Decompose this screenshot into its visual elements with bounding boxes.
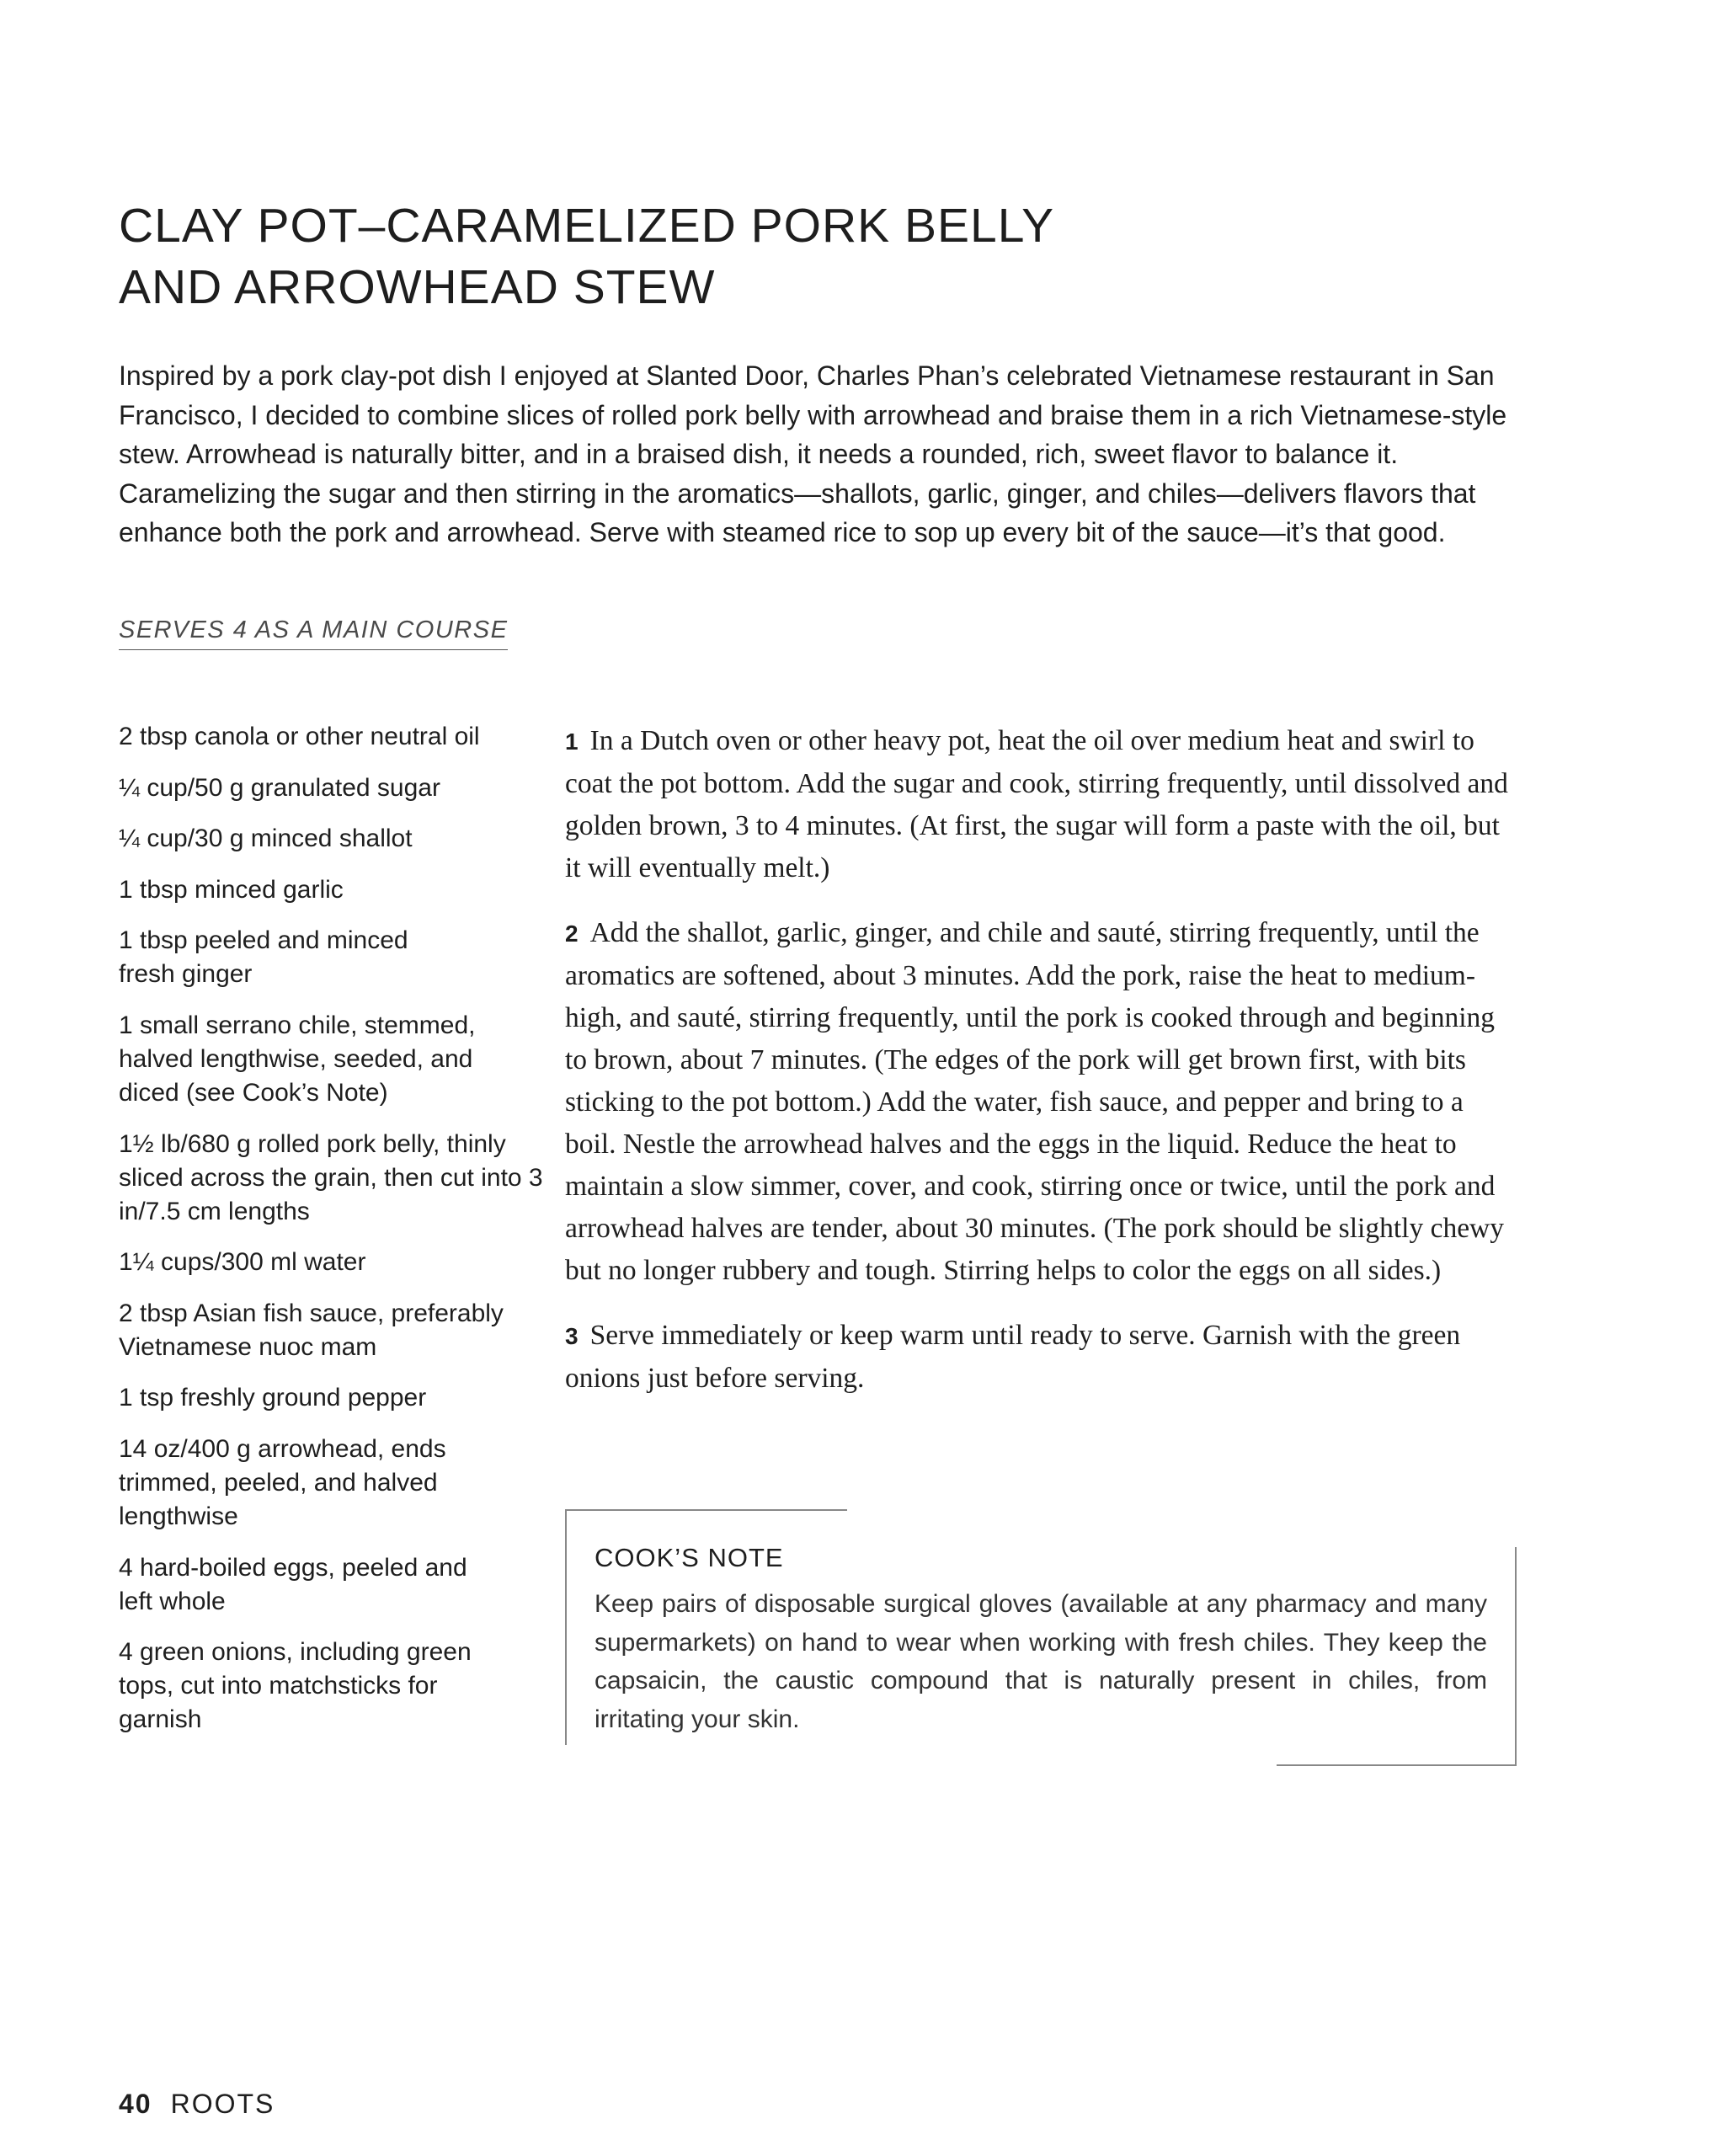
ingredient-item: 1 tbsp minced garlic <box>119 875 344 904</box>
ingredient-item: 1¼ cups/300 ml water <box>119 1248 366 1277</box>
method-step <box>565 912 1521 1292</box>
step-number: 1 <box>565 728 579 755</box>
recipe-title-line-2: AND ARROWHEAD STEW <box>119 260 716 314</box>
note-border-right <box>1515 1547 1517 1766</box>
page-number: 40 <box>119 2089 152 2119</box>
note-border-top <box>565 1509 847 1511</box>
cooks-note-title: COOK’S NOTE <box>595 1543 784 1572</box>
ingredient-item: 2 tbsp canola or other neutral oil <box>119 723 480 750</box>
note-border-bottom <box>1277 1764 1517 1766</box>
cooks-note-body: Keep pairs of disposable surgical gloves (available at any pharmacy and many supermarkets) on hand to wear when working with fresh chiles. They keep the capsaicin, the caustic compound that is naturally present in chiles, from irritating your skin. <box>595 1590 1487 1733</box>
ingredient-item: 14 oz/400 g arrowhead, ends trimmed, peeled, and halved lengthwise <box>119 1434 446 1530</box>
cooks-note-box <box>565 1509 1517 1766</box>
step-number: 2 <box>565 921 579 947</box>
ingredient-list <box>119 720 544 1754</box>
step-text: Add the shallot, garlic, ginger, and chile and sauté, stirring frequently, until the aromatics are softened, about 3 minutes. Add the pork, raise the heat to medium-high, and sauté, stirring frequently, until the pork is cooked through and beginning to brown, about 7 minutes. (The edges of the pork will get brown first, with bits sticking to the pot bottom.) Add the water, fish sauce, and pepper and bring to a boil. Nestle the arrowhead halves and the eggs in the liquid. Reduce the heat to maintain a slow simmer, cover, and cook, stirring once or twice, until the pork and arrowhead halves are tender, about 30 minutes. (The pork should be slightly chewy but no longer rubbery and tough. Stirring helps to color the eggs on all sides.) <box>565 917 1505 1286</box>
ingredient-item: 1 tsp freshly ground pepper <box>119 1384 427 1412</box>
section-name: ROOTS <box>170 2089 275 2119</box>
ingredient-item: 1 tbsp peeled and minced fresh ginger <box>119 926 408 989</box>
ingredient-item: ¼ cup/30 g minced shallot <box>119 825 413 853</box>
step-text: In a Dutch oven or other heavy pot, heat the oil over medium heat and swirl to coat the pot bottom. Add the sugar and cook, stirring frequently, until dissolved and golden brown, 3 to 4 minutes. (At first, the sugar will form a paste with the oil, but it will eventually melt.) <box>565 725 1508 883</box>
ingredient-item: ¼ cup/50 g granulated sugar <box>119 773 440 802</box>
note-border-left <box>565 1509 567 1745</box>
recipe-title <box>119 195 1382 318</box>
ingredient-item: 2 tbsp Asian fish sauce, preferably Vietnamese nuoc mam <box>119 1299 504 1361</box>
page-footer <box>119 2089 275 2120</box>
ingredient-item: 1½ lb/680 g rolled pork belly, thinly sliced across the grain, then cut into 3 in/7.5 cm lengths <box>119 1129 543 1225</box>
step-number: 3 <box>565 1323 579 1349</box>
ingredient-item: 4 hard-boiled eggs, peeled and left whole <box>119 1553 467 1615</box>
serves-label: SERVES 4 AS A MAIN COURSE <box>119 616 508 650</box>
recipe-title-line-1: CLAY POT–CARAMELIZED PORK BELLY <box>119 199 1055 253</box>
method-step <box>565 1315 1521 1400</box>
step-text: Serve immediately or keep warm until ready to serve. Garnish with the green onions just before serving. <box>565 1320 1461 1394</box>
method-step <box>565 720 1521 889</box>
recipe-intro: Inspired by a pork clay-pot dish I enjoyed at Slanted Door, Charles Phan’s celebrated Vietnamese restaurant in San Francisco, I decided to combine slices of rolled pork belly with arrowhead and braise them in a rich Vietnamese-style stew. Arrowhead is naturally bitter, and in a braised dish, it needs a rounded, rich, sweet flavor to balance it. Caramelizing the sugar and then stirring in the aromatics—shallots, garlic, ginger, and chiles—delivers flavors that enhance both the pork and arrowhead. Serve with steamed rice to sop up every bit of the sauce—it’s that good. <box>119 360 1507 548</box>
ingredient-item: 4 green onions, including green tops, cut into matchsticks for garnish <box>119 1638 472 1734</box>
ingredient-item: 1 small serrano chile, stemmed, halved lengthwise, seeded, and diced (see Cook’s Note) <box>119 1011 476 1107</box>
method-steps <box>565 720 1521 1422</box>
